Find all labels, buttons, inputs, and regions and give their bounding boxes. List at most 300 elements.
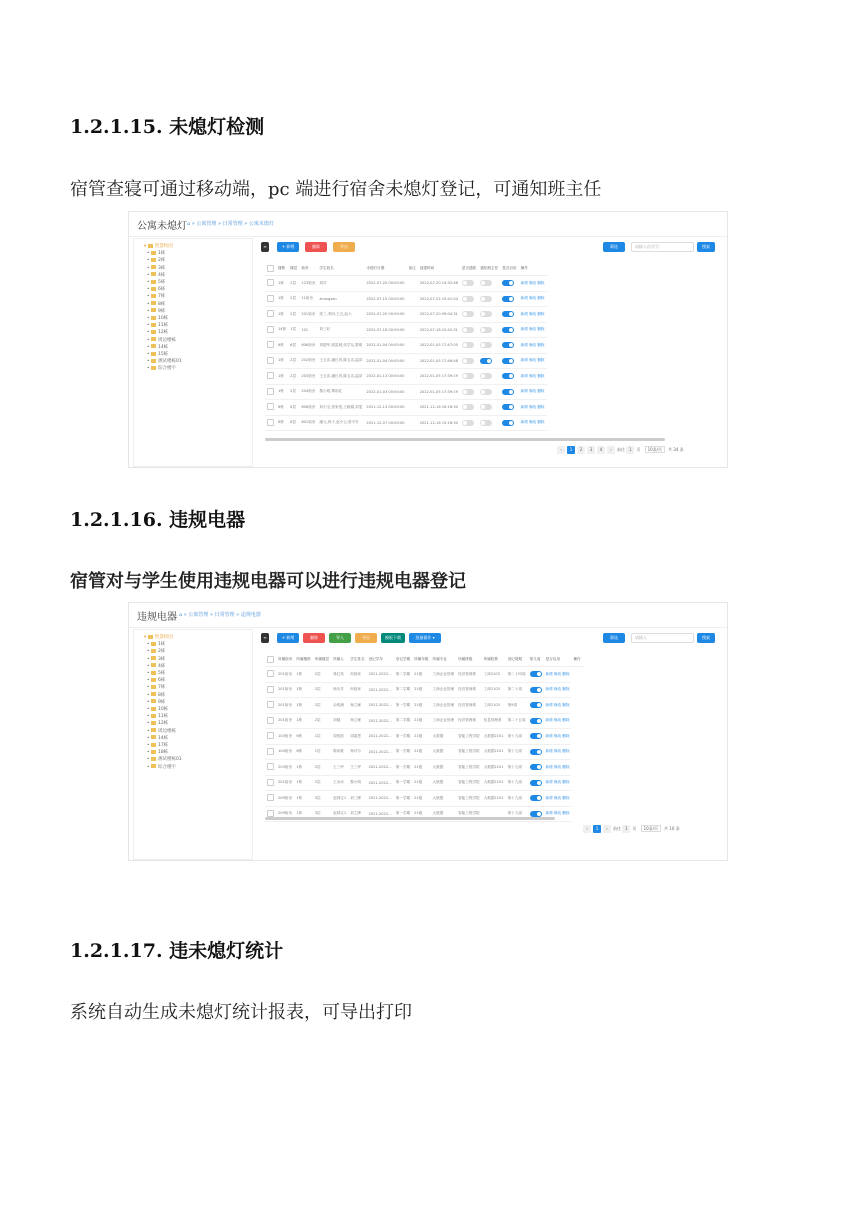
row-checkbox[interactable] — [267, 388, 274, 395]
table-cell: 大数据2101 — [482, 775, 506, 791]
folder-icon — [151, 728, 156, 732]
row-checkbox[interactable] — [267, 810, 274, 817]
page-number-button[interactable]: 1 — [567, 446, 575, 454]
row-action-link[interactable]: 修改 — [528, 420, 537, 425]
tree-node[interactable]: • 8栋 — [144, 692, 166, 698]
building-cell: 1栋 — [276, 369, 288, 385]
row-select-cell — [265, 775, 276, 791]
delete-button[interactable]: 删除 — [303, 633, 325, 643]
table-row — [265, 775, 583, 791]
table-cell: 杨立雁 — [348, 698, 366, 714]
folder-icon — [151, 280, 156, 284]
row-action-link[interactable]: 删除 — [537, 389, 545, 394]
row-actions — [544, 682, 572, 698]
column-header[interactable]: 登记学期 — [394, 653, 412, 667]
table-cell: 2021-2022… — [367, 744, 394, 760]
next-page-button[interactable]: › — [603, 825, 611, 833]
row-select-cell — [265, 384, 276, 400]
table-cell: 第一学期 — [394, 791, 412, 807]
table-cell: 1栋 — [294, 713, 312, 729]
row-action-link[interactable]: 删除 — [562, 749, 570, 754]
column-header[interactable]: 是否启用 — [544, 653, 572, 667]
notify-teacher-toggle[interactable] — [480, 311, 492, 317]
search-input[interactable]: 请输入宿舍号 — [631, 242, 694, 252]
folder-icon — [151, 743, 156, 747]
tree-node[interactable]: • 4栋 — [144, 663, 166, 669]
row-checkbox[interactable] — [267, 310, 274, 317]
export-button[interactable]: 导出 — [355, 633, 377, 643]
tree-node-label: 综合楼宇 — [157, 764, 176, 770]
tree-node[interactable]: • 7栋 — [144, 294, 166, 300]
table-cell: 第二十五周 — [506, 713, 528, 729]
next-page-button[interactable]: › — [607, 446, 615, 454]
filter-button[interactable]: 筛选 — [603, 242, 625, 252]
section-heading-3: 1.2.1.17. 违未熄灯统计 — [70, 940, 284, 962]
enabled-toggle[interactable] — [530, 718, 542, 724]
row-action-link[interactable]: 新增 — [520, 311, 528, 316]
enabled-toggle[interactable] — [502, 296, 514, 302]
row-action-link[interactable]: 删除 — [537, 358, 545, 363]
row-action-link[interactable]: 删除 — [537, 420, 545, 425]
tree-node[interactable]: • 18栋 — [144, 750, 169, 756]
enabled-toggle-cell — [500, 276, 518, 292]
table-cell: 2层 — [313, 698, 331, 714]
row-checkbox[interactable] — [267, 794, 274, 801]
row-action-link[interactable]: 新增 — [520, 404, 528, 409]
room-cell: 101 — [299, 322, 317, 338]
student-cell: 刘德华,郭富城,张学友,黎明 — [317, 338, 364, 354]
table-cell: 第十九周 — [506, 775, 528, 791]
page-number-button[interactable]: 3 — [587, 446, 595, 454]
row-action-link[interactable]: 修改 — [553, 764, 562, 769]
search-input[interactable]: 请输入 — [631, 633, 694, 643]
add-button[interactable]: + 新增 — [277, 242, 299, 252]
enabled-toggle[interactable] — [530, 764, 542, 770]
tree-node[interactable]: • 5栋 — [144, 280, 166, 286]
notify-teacher-toggle[interactable] — [480, 342, 492, 348]
column-header[interactable]: 操作 — [571, 653, 582, 667]
row-checkbox[interactable] — [267, 779, 274, 786]
column-header[interactable]: 宿舍 — [299, 262, 317, 276]
row-actions — [544, 667, 572, 683]
row-actions — [519, 338, 547, 354]
row-action-link[interactable]: 修改 — [528, 342, 537, 347]
tree-node[interactable]: • 15栋 — [144, 352, 169, 358]
row-action-link[interactable]: 删除 — [562, 811, 570, 816]
tree-node[interactable]: • 测试楼栋01 — [144, 359, 182, 365]
row-action-link[interactable]: 新增 — [545, 764, 553, 769]
table-cell: 第一学期 — [394, 729, 412, 745]
tree-node-label: 11栋 — [157, 714, 169, 720]
notify-teacher-toggle[interactable] — [480, 327, 492, 333]
tree-node[interactable]: • 1栋 — [144, 251, 166, 257]
tree-node[interactable]: • 综合楼宇 — [144, 764, 176, 770]
tree-node-label: 测试楼栋01 — [157, 359, 182, 365]
row-action-link[interactable]: 修改 — [553, 795, 562, 800]
column-header[interactable]: 所属年级 — [412, 653, 430, 667]
student-cell: 刘小宝,张家悦,王晓娟,刘雯 — [317, 400, 364, 416]
column-header[interactable]: 学生姓名 — [317, 262, 364, 276]
folder-icon — [151, 685, 156, 689]
notify-toggle[interactable] — [462, 404, 474, 410]
folder-icon — [151, 294, 156, 298]
tree-node[interactable]: • 9栋 — [144, 308, 166, 314]
row-action-link[interactable]: 删除 — [537, 296, 545, 301]
notify-toggle[interactable] — [462, 280, 474, 286]
notify-teacher-toggle[interactable] — [480, 296, 492, 302]
column-header[interactable]: 未熄灯日期 — [364, 262, 406, 276]
row-actions — [544, 729, 572, 745]
page-size-select[interactable]: 10条/页 — [645, 446, 665, 453]
notify-toggle[interactable] — [462, 358, 474, 364]
horizontal-scrollbar[interactable] — [265, 817, 555, 820]
notify-toggle-cell — [460, 400, 478, 416]
toggle-tree-button[interactable]: ≡ — [261, 242, 269, 252]
column-header[interactable]: 是否通知 — [460, 262, 478, 276]
row-checkbox[interactable] — [267, 763, 274, 770]
table-cell: 201宿舍 — [276, 698, 294, 714]
table-cell: 第一学期 — [394, 806, 412, 822]
tree-node[interactable]: • 综合楼宇 — [144, 366, 176, 372]
row-checkbox[interactable] — [267, 717, 274, 724]
delete-button[interactable]: 删除 — [305, 242, 327, 252]
created-cell: 2022-01-05 17:39:19 — [418, 384, 460, 400]
pagination — [583, 825, 680, 833]
notify-toggle[interactable] — [462, 342, 474, 348]
filter-button[interactable]: 筛选 — [603, 633, 625, 643]
row-action-link[interactable]: 删除 — [537, 404, 545, 409]
row-action-link[interactable]: 新增 — [520, 327, 528, 332]
screenshot-illegal-appliances — [128, 602, 728, 861]
tree-node[interactable]: • 1栋 — [144, 642, 166, 648]
table-row — [265, 322, 547, 338]
row-action-link[interactable]: 删除 — [537, 280, 545, 285]
row-action-link[interactable]: 修改 — [553, 733, 562, 738]
tree-node-label: 14栋 — [157, 344, 169, 350]
building-tree — [144, 634, 182, 771]
row-checkbox[interactable] — [267, 341, 274, 348]
row-action-link[interactable]: 新增 — [545, 702, 553, 707]
row-action-link[interactable]: 新增 — [520, 358, 528, 363]
row-action-link[interactable]: 新增 — [545, 795, 553, 800]
row-select-cell — [265, 291, 276, 307]
prev-page-button[interactable]: ‹ — [557, 446, 565, 454]
enabled-toggle[interactable] — [502, 389, 514, 395]
row-checkbox[interactable] — [267, 357, 274, 364]
row-action-link[interactable]: 修改 — [553, 702, 562, 707]
tree-node[interactable]: • 3栋 — [144, 656, 166, 662]
export-button[interactable]: 导出 — [333, 242, 355, 252]
tree-node[interactable]: • 8栋 — [144, 301, 166, 307]
section-text-2: 宿管对与学生使用违规电器可以进行违规电器登记 — [70, 571, 466, 592]
enabled-toggle[interactable] — [502, 311, 514, 317]
column-header[interactable]: 所属院系 — [482, 653, 506, 667]
notify-teacher-toggle[interactable] — [480, 389, 492, 395]
tree-node[interactable]: • 测试楼栋01 — [144, 757, 182, 763]
enabled-toggle-cell — [500, 400, 518, 416]
section-heading-1: 1.2.1.15. 未熄灯检测 — [70, 116, 265, 138]
enabled-toggle[interactable] — [502, 327, 514, 333]
row-action-link[interactable]: 新增 — [545, 749, 553, 754]
tree-node[interactable]: • 2栋 — [144, 649, 166, 655]
row-select-cell — [265, 667, 276, 683]
table-cell: 陈伟豪 — [331, 744, 348, 760]
tree-node[interactable]: • 9栋 — [144, 699, 166, 705]
row-action-link[interactable]: 新增 — [545, 780, 553, 785]
notify-teacher-toggle[interactable] — [480, 420, 492, 426]
enabled-toggle[interactable] — [502, 342, 514, 348]
tree-node[interactable]: • 10栋 — [144, 316, 169, 322]
row-action-link[interactable]: 删除 — [562, 795, 570, 800]
notify-toggle[interactable] — [462, 296, 474, 302]
enabled-toggle[interactable] — [502, 358, 514, 364]
page-number-button[interactable]: 1 — [593, 825, 601, 833]
row-actions — [544, 713, 572, 729]
notify-toggle[interactable] — [462, 311, 474, 317]
row-select-cell — [265, 353, 276, 369]
row-action-link[interactable]: 删除 — [537, 327, 545, 332]
remark-cell — [407, 384, 418, 400]
prev-page-button[interactable]: ‹ — [583, 825, 591, 833]
table-cell: 201宿舍 — [276, 667, 294, 683]
select-all-checkbox[interactable] — [267, 656, 274, 663]
tree-node[interactable]: • 6栋 — [144, 287, 166, 293]
building-cell: 1栋 — [276, 384, 288, 400]
row-checkbox[interactable] — [267, 419, 274, 426]
tree-node[interactable]: • 14栋 — [144, 735, 169, 741]
row-action-link[interactable]: 修改 — [528, 373, 537, 378]
tree-root[interactable]: ▾ 智慧校园 — [144, 635, 173, 640]
table-cell: 6栋 — [294, 744, 312, 760]
row-action-link[interactable]: 删除 — [562, 671, 570, 676]
row-action-link[interactable]: 新增 — [545, 811, 553, 816]
row-action-link[interactable]: 修改 — [528, 296, 537, 301]
notify-toggle[interactable] — [462, 327, 474, 333]
row-action-link[interactable]: 修改 — [528, 404, 537, 409]
enabled-toggle[interactable] — [502, 373, 514, 379]
column-header[interactable]: 楼栋 — [276, 262, 288, 276]
enabled-toggle-cell — [528, 713, 544, 729]
row-checkbox[interactable] — [267, 732, 274, 739]
row-checkbox[interactable] — [267, 295, 274, 302]
notify-teacher-toggle[interactable] — [480, 358, 492, 364]
tree-node[interactable]: • 17栋 — [144, 743, 169, 749]
row-action-link[interactable]: 修改 — [528, 327, 537, 332]
table-cell: 刘健 — [331, 713, 348, 729]
row-action-link[interactable]: 新增 — [545, 687, 553, 692]
row-actions — [519, 291, 547, 307]
tree-node[interactable]: • 2栋 — [144, 258, 166, 264]
building-cell: 6栋 — [276, 400, 288, 416]
total-count: 共 10 条 — [664, 826, 680, 831]
enabled-toggle[interactable] — [530, 780, 542, 786]
import-button[interactable]: 导入 — [329, 633, 351, 643]
row-action-link[interactable]: 修改 — [553, 811, 562, 816]
row-action-link[interactable]: 新增 — [520, 420, 528, 425]
row-action-link[interactable]: 修改 — [553, 671, 562, 676]
column-header[interactable]: 所属楼层 — [313, 653, 331, 667]
row-action-link[interactable]: 修改 — [553, 749, 562, 754]
enabled-toggle-cell — [528, 775, 544, 791]
row-action-link[interactable]: 删除 — [562, 733, 570, 738]
row-action-link[interactable]: 新增 — [520, 280, 528, 285]
tree-node[interactable]: • 4栋 — [144, 272, 166, 278]
notify-teacher-toggle[interactable] — [480, 373, 492, 379]
shot-title: 违规电器 — [137, 612, 177, 623]
row-checkbox[interactable] — [267, 748, 274, 755]
column-header[interactable]: 所属专业 — [431, 653, 457, 667]
horizontal-scrollbar[interactable] — [265, 438, 665, 441]
row-checkbox[interactable] — [267, 326, 274, 333]
tree-node[interactable]: • 11栋 — [144, 323, 169, 329]
enabled-toggle[interactable] — [530, 811, 542, 817]
row-action-link[interactable]: 修改 — [528, 311, 537, 316]
column-header[interactable]: 通知班主任 — [478, 262, 500, 276]
row-action-link[interactable]: 删除 — [562, 687, 570, 692]
column-header[interactable]: 楼层 — [288, 262, 299, 276]
enabled-toggle[interactable] — [530, 671, 542, 677]
room-cell: 606宿舍 — [299, 400, 317, 416]
row-action-link[interactable]: 修改 — [553, 687, 562, 692]
notify-toggle[interactable] — [462, 389, 474, 395]
column-header[interactable]: 是否启用 — [500, 262, 518, 276]
enabled-toggle[interactable] — [502, 404, 514, 410]
section-text-1: 宿管查寝可通过移动端，pc 端进行宿舍未熄灯登记，可通知班主任 — [70, 179, 602, 200]
row-action-link[interactable]: 删除 — [562, 780, 570, 785]
enabled-toggle[interactable] — [530, 795, 542, 801]
column-header[interactable]: 创建时间 — [418, 262, 460, 276]
select-all-checkbox[interactable] — [267, 265, 274, 272]
column-header[interactable]: 所属人 — [331, 653, 348, 667]
row-action-link[interactable]: 修改 — [553, 718, 562, 723]
tree-node[interactable]: • 14栋 — [144, 344, 169, 350]
column-header[interactable]: 学生姓名 — [348, 653, 366, 667]
table-cell: 2层 — [313, 713, 331, 729]
notify-teacher-toggle[interactable] — [480, 404, 492, 410]
notify-teacher-toggle[interactable] — [480, 280, 492, 286]
column-header[interactable]: 备注 — [407, 262, 418, 276]
row-action-link[interactable]: 删除 — [562, 702, 570, 707]
column-header[interactable]: 所属楼栋 — [294, 653, 312, 667]
table-cell: 201宿舍 — [276, 775, 294, 791]
folder-icon — [151, 272, 156, 276]
enabled-toggle[interactable] — [530, 733, 542, 739]
table-cell: 2021-2022… — [367, 806, 394, 822]
breadcrumb: ⌂ » 公寓管理 » 日常管理 » 公寓未熄灯 — [187, 221, 274, 227]
notify-teacher-toggle-cell — [478, 384, 500, 400]
column-header[interactable]: 登记周期 — [506, 653, 528, 667]
remark-cell — [407, 369, 418, 385]
tree-node[interactable]: • 11栋 — [144, 714, 169, 720]
notify-teacher-toggle-cell — [478, 276, 500, 292]
column-header[interactable]: 操作 — [519, 262, 547, 276]
row-action-link[interactable]: 删除 — [537, 373, 545, 378]
enabled-toggle-cell — [500, 307, 518, 323]
row-action-link[interactable]: 修改 — [528, 389, 537, 394]
row-action-link[interactable]: 新增 — [520, 342, 528, 347]
notify-toggle[interactable] — [462, 420, 474, 426]
row-action-link[interactable]: 新增 — [545, 733, 553, 738]
column-header[interactable]: 所属宿舍 — [276, 653, 294, 667]
row-action-link[interactable]: 删除 — [562, 764, 570, 769]
enabled-toggle-cell — [500, 369, 518, 385]
page-size-select[interactable]: 10条/页 — [641, 825, 661, 832]
row-checkbox[interactable] — [267, 403, 274, 410]
add-button[interactable]: + 新增 — [277, 633, 299, 643]
toggle-tree-button[interactable]: ≡ — [261, 633, 269, 643]
page-number-button[interactable]: 2 — [577, 446, 585, 454]
enabled-toggle[interactable] — [530, 702, 542, 708]
table-row — [265, 744, 583, 760]
column-header[interactable]: 所属班级 — [456, 653, 482, 667]
remark-cell — [407, 400, 418, 416]
column-header[interactable]: 第几周 — [528, 653, 544, 667]
tree-node[interactable]: • 6栋 — [144, 678, 166, 684]
enabled-toggle[interactable] — [502, 420, 514, 426]
row-checkbox[interactable] — [267, 372, 274, 379]
search-button[interactable]: 搜索 — [697, 633, 715, 643]
tree-node[interactable]: • 周边楼栋 — [144, 728, 176, 734]
tree-node[interactable]: • 10栋 — [144, 707, 169, 713]
notify-toggle[interactable] — [462, 373, 474, 379]
row-actions — [544, 775, 572, 791]
table-cell: 第二学期 — [394, 682, 412, 698]
created-cell: 2021-12-16 16:16:30 — [418, 400, 460, 416]
row-checkbox[interactable] — [267, 670, 274, 677]
goto-page-input[interactable]: 1 — [622, 825, 630, 833]
tree-node[interactable]: • 12栋 — [144, 330, 169, 336]
batch-operation-button[interactable]: 批量操作 ▾ — [409, 633, 441, 643]
goto-page-input[interactable]: 1 — [626, 446, 634, 454]
tree-node[interactable]: • 周边楼栋 — [144, 337, 176, 343]
row-action-link[interactable]: 新增 — [545, 718, 553, 723]
row-action-link[interactable]: 删除 — [537, 342, 545, 347]
row-checkbox[interactable] — [267, 686, 274, 693]
table-cell: 209宿舍 — [276, 791, 294, 807]
table-cell: 1栋 — [294, 667, 312, 683]
enabled-toggle-cell — [500, 415, 518, 431]
search-button[interactable]: 搜索 — [697, 242, 715, 252]
page-number-button[interactable]: 4 — [597, 446, 605, 454]
row-action-link[interactable]: 删除 — [537, 311, 545, 316]
row-action-link[interactable]: 修改 — [528, 358, 537, 363]
tree-node[interactable]: • 5栋 — [144, 671, 166, 677]
row-action-link[interactable]: 修改 — [553, 780, 562, 785]
row-action-link[interactable]: 修改 — [528, 280, 537, 285]
tree-root[interactable]: ▾ 智慧校园 — [144, 244, 173, 249]
enabled-toggle-cell — [500, 384, 518, 400]
enabled-toggle[interactable] — [530, 749, 542, 755]
enabled-toggle[interactable] — [502, 280, 514, 286]
row-action-link[interactable]: 新增 — [520, 296, 528, 301]
row-action-link[interactable]: 新增 — [545, 671, 553, 676]
tree-node[interactable]: • 3栋 — [144, 265, 166, 271]
tree-node[interactable]: • 12栋 — [144, 721, 169, 727]
table-cell: 201宿舍 — [276, 713, 294, 729]
tree-node[interactable]: • 7栋 — [144, 685, 166, 691]
row-action-link[interactable]: 删除 — [562, 718, 570, 723]
row-action-link[interactable]: 新增 — [520, 373, 528, 378]
tree-node-label: 9栋 — [157, 699, 166, 705]
template-download-button[interactable]: 模板下载 — [381, 633, 405, 643]
notify-teacher-toggle-cell — [478, 291, 500, 307]
row-action-link[interactable]: 新增 — [520, 389, 528, 394]
enabled-toggle[interactable] — [530, 687, 542, 693]
table-cell: 第十九周 — [506, 760, 528, 776]
column-header[interactable]: 登记学年 — [367, 653, 394, 667]
row-checkbox[interactable] — [267, 701, 274, 708]
row-checkbox[interactable] — [267, 279, 274, 286]
